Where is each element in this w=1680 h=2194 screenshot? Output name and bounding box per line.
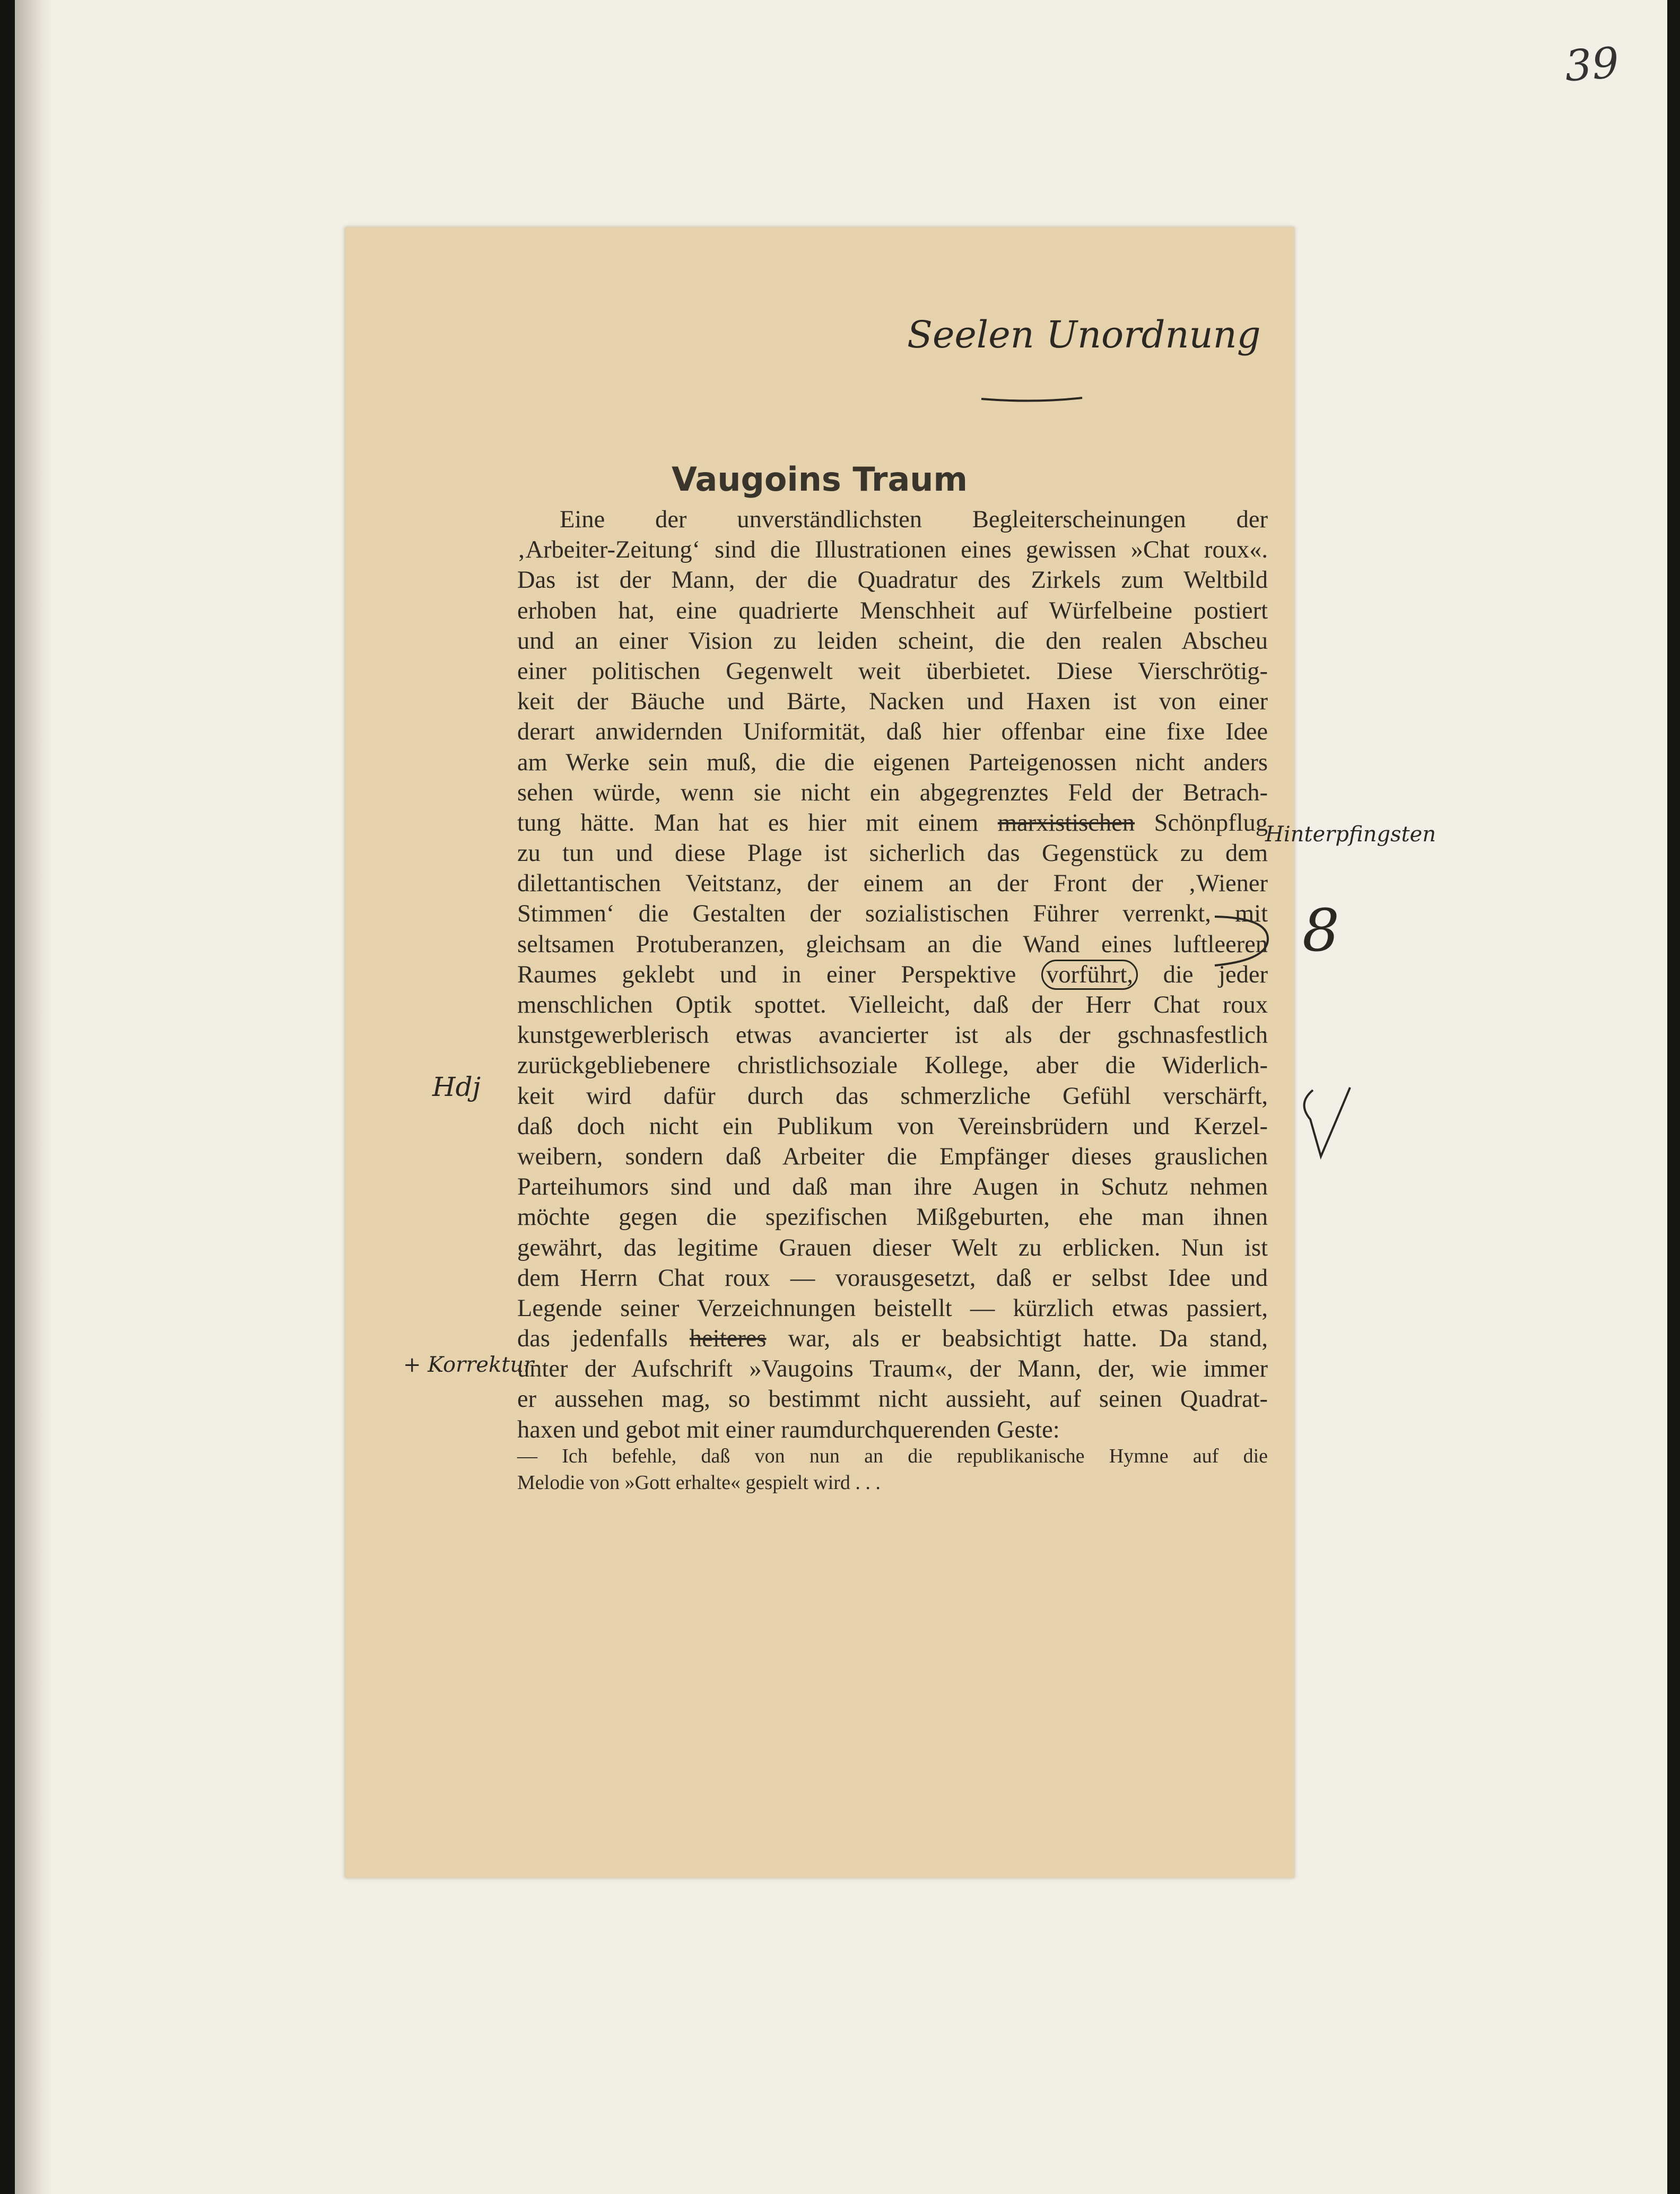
check-mark — [1304, 1087, 1350, 1156]
text-segment: war, als er beabsichtigt hatte. Da stand, — [788, 1325, 1268, 1353]
text-line: am Werke sein muß, die die eigenen Parteigenossen nicht anders — [517, 748, 1268, 776]
text-line: haxen und gebot mit einer raumdurchquerenden Geste: — [517, 1416, 1060, 1443]
text-line: daß doch nicht ein Publikum von Vereinsbrüdern und Kerzel- — [517, 1112, 1268, 1140]
page-number: 39 — [1563, 38, 1621, 91]
text-line: keit wird dafür durch das schmerzliche Gefühl verschärft, — [517, 1082, 1268, 1110]
text-line: weibern, sondern daß Arbeiter die Empfänger dieses grauslichen — [517, 1143, 1268, 1170]
text-line: Parteihumors sind und daß man ihre Augen in Schutz nehmen — [517, 1173, 1268, 1201]
text-line: dem Herrn Chat roux — vorausgesetzt, daß er selbst Idee und — [517, 1264, 1268, 1292]
text-line: möchte gegen die spezifischen Mißgeburten, ehe man ihnen — [517, 1204, 1268, 1231]
quote-line: — Ich befehle, daß von nun an die republikanische Hymne auf die — [517, 1445, 1268, 1467]
text-line: Das ist der Mann, der die Quadratur des Zirkels zum Weltbild — [517, 567, 1268, 594]
text-line: einer politischen Gegenwelt weit überbietet. Diese Vierschrötig- — [517, 657, 1268, 685]
quote-line: Melodie von »Gott erhalte« gespielt wird . . . — [517, 1472, 881, 1494]
text-line: menschlichen Optik spottet. Vielleicht, daß der Herr Chat roux — [517, 991, 1268, 1018]
text-line: ‚Arbeiter-Zeitung‘ sind die Illustrationen eines gewissen »Chat roux«. — [517, 536, 1268, 564]
text-line: er aussehen mag, so bestimmt nicht aussieht, auf seinen Quadrat- — [517, 1386, 1268, 1413]
text-line: unter der Aufschrift »Vaugoins Traum«, der Mann, der, wie immer — [517, 1355, 1268, 1383]
text-segment: tung hätte. Man hat es hier mit einem — [517, 809, 979, 837]
struck-word: heiteres — [689, 1325, 767, 1353]
bracket-stroke — [1215, 917, 1268, 965]
circled-word: vorführt, — [1041, 960, 1138, 990]
text-line: und an einer Vision zu leiden scheint, die den realen Abscheu — [517, 627, 1268, 655]
handwritten-proof-mark: 8 — [1302, 896, 1339, 964]
article-title: Vaugoins Traum — [671, 460, 968, 499]
handwritten-margin-note: Hdj — [432, 1072, 481, 1102]
struck-word: marxistischen — [997, 809, 1135, 837]
text-line: zu tun und diese Plage ist sicherlich das Gegenstück zu dem — [517, 840, 1268, 867]
text-line: kunstgewerblerisch etwas avancierter ist als der gschnasfestlich — [517, 1022, 1268, 1049]
text-line: gewährt, das legitime Grauen dieser Welt zu erblicken. Nun ist — [517, 1234, 1268, 1261]
text-segment: die jeder — [1163, 961, 1268, 988]
text-line: dilettantischen Veitstanz, der einem an der Front der ‚Wiener — [517, 870, 1268, 898]
text-segment: Raumes geklebt und in einer Perspektive — [517, 961, 1016, 988]
underline-stroke — [981, 398, 1082, 401]
text-line: derart anwidernden Uniformität, daß hier offenbar eine fixe Idee — [517, 718, 1268, 746]
handwritten-margin-note: + Korrektur — [403, 1353, 534, 1377]
text-line: sehen würde, wenn sie nicht ein abgegrenztes Feld der Betrach- — [517, 779, 1268, 806]
text-segment: Schönpflug — [1154, 809, 1268, 837]
handwritten-margin-note: Hinterpfingsten — [1265, 822, 1436, 847]
text-line: keit der Bäuche und Bärte, Nacken und Haxen ist von einer — [517, 688, 1268, 716]
text-line: seltsamen Protuberanzen, gleichsam an die Wand eines luftleeren — [517, 930, 1268, 958]
text-segment: das jedenfalls — [517, 1325, 668, 1353]
text-line: erhoben hat, eine quadrierte Menschheit auf Würfelbeine postiert — [517, 597, 1268, 624]
handwritten-title-note: Seelen Unordnung — [907, 313, 1261, 356]
text-line: Eine der unverständlichsten Begleiterscheinungen der — [560, 506, 1268, 533]
text-line: Stimmen‘ die Gestalten der sozialistischen Führer verrenkt, mit — [517, 900, 1268, 928]
text-line: zurückgebliebenere christlichsoziale Kollege, aber die Widerlich- — [517, 1052, 1268, 1079]
text-line: Legende seiner Verzeichnungen beistellt — kürzlich etwas passiert, — [517, 1294, 1268, 1322]
